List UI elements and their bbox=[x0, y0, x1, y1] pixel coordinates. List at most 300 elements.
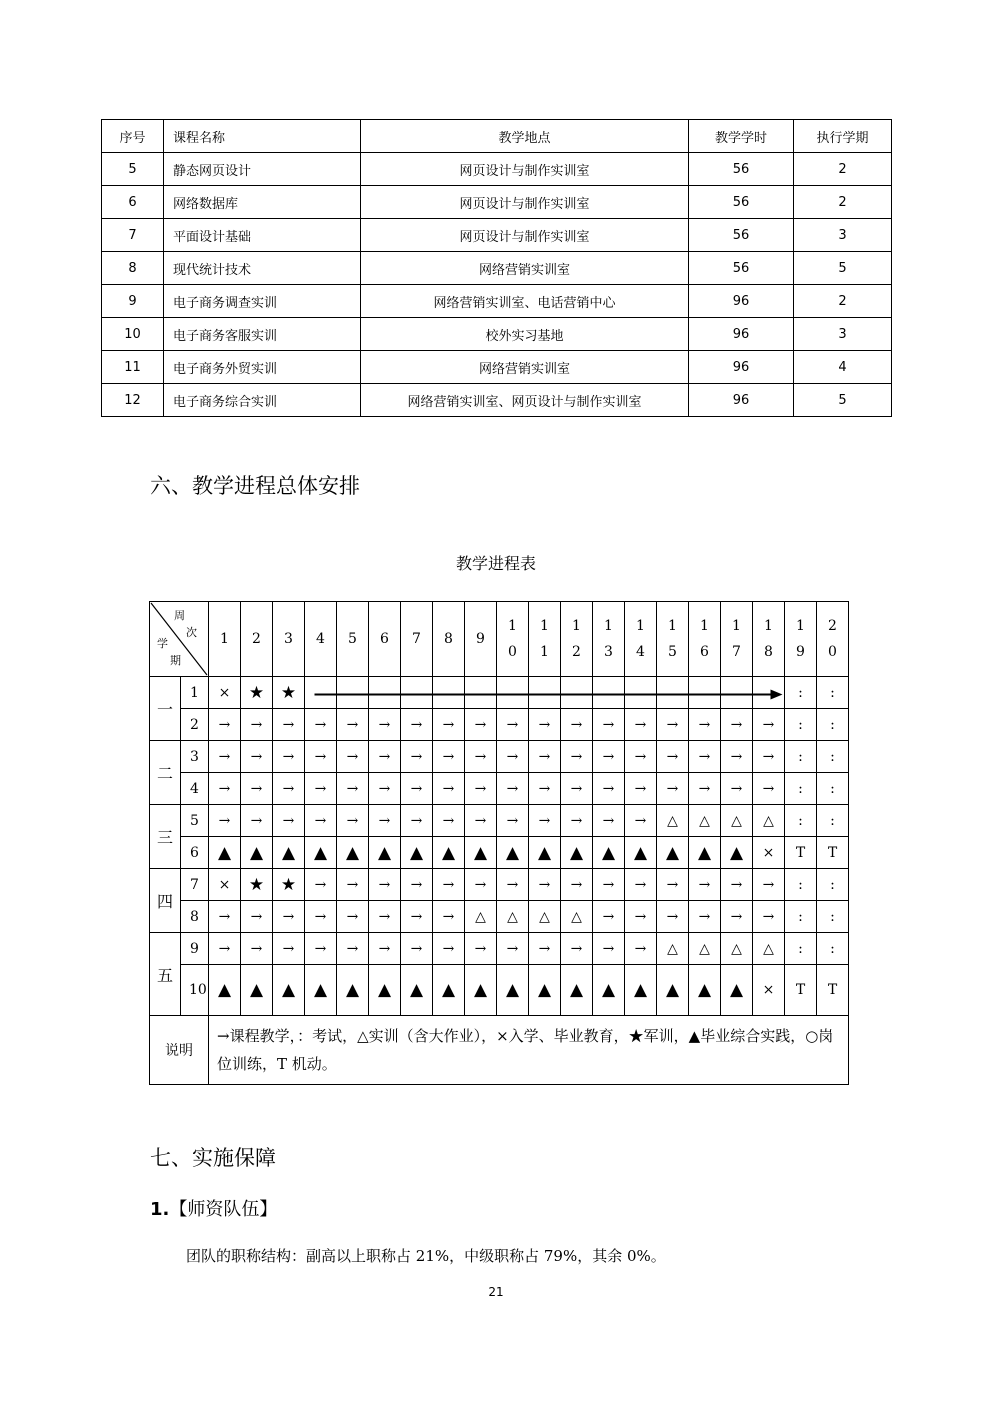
schedule-mark: → bbox=[401, 741, 433, 773]
schedule-mark: △ bbox=[689, 933, 721, 965]
schedule-mark: → bbox=[369, 741, 401, 773]
schedule-row bbox=[150, 805, 849, 837]
schedule-mark: → bbox=[497, 709, 529, 741]
schedule-mark: → bbox=[337, 741, 369, 773]
course-name: 平面设计基础 bbox=[164, 219, 361, 252]
week-header-digit: 6 bbox=[380, 631, 389, 647]
schedule-mark: ▲ bbox=[433, 965, 465, 1016]
course-name: 静态网页设计 bbox=[164, 153, 361, 186]
schedule-mark: ▲ bbox=[561, 965, 593, 1016]
schedule-mark: → bbox=[273, 709, 305, 741]
schedule-row bbox=[150, 965, 849, 1016]
corner-sem-1: 学 bbox=[157, 637, 168, 650]
schedule-mark bbox=[465, 677, 497, 709]
week-header bbox=[657, 602, 689, 677]
week-header-digit: 2 bbox=[572, 644, 581, 660]
course-semester: 3 bbox=[794, 318, 892, 351]
schedule-mark: → bbox=[209, 933, 241, 965]
schedule-mark: → bbox=[433, 773, 465, 805]
schedule-mark: → bbox=[593, 709, 625, 741]
course-no: 5 bbox=[102, 153, 164, 186]
week-header bbox=[817, 602, 849, 677]
schedule-mark: → bbox=[721, 741, 753, 773]
schedule-corner-cell bbox=[150, 602, 209, 677]
schedule-mark: → bbox=[593, 901, 625, 933]
schedule-mark: → bbox=[465, 805, 497, 837]
course-name: 电子商务调查实训 bbox=[164, 285, 361, 318]
schedule-mark: → bbox=[689, 741, 721, 773]
schedule-row bbox=[150, 741, 849, 773]
course-row bbox=[102, 285, 892, 318]
schedule-mark: ▲ bbox=[593, 837, 625, 869]
schedule-header-row bbox=[150, 602, 849, 677]
schedule-mark: ▲ bbox=[465, 837, 497, 869]
schedule-mark: → bbox=[497, 741, 529, 773]
schedule-mark: ▲ bbox=[241, 837, 273, 869]
week-header-digit: 1 bbox=[540, 618, 549, 634]
schedule-mark: → bbox=[241, 933, 273, 965]
schedule-mark: → bbox=[209, 709, 241, 741]
schedule-mark: → bbox=[337, 933, 369, 965]
semester-label: 10 bbox=[181, 965, 209, 1016]
corner-diagonal bbox=[150, 602, 208, 676]
corner-week-2: 次 bbox=[186, 626, 197, 639]
schedule-mark: ▲ bbox=[593, 965, 625, 1016]
schedule-mark: : bbox=[817, 901, 849, 933]
week-header-digit: 8 bbox=[444, 631, 453, 647]
schedule-mark: → bbox=[625, 709, 657, 741]
schedule-mark: → bbox=[497, 805, 529, 837]
semester-label: 6 bbox=[181, 837, 209, 869]
course-no: 11 bbox=[102, 351, 164, 384]
schedule-mark: → bbox=[689, 869, 721, 901]
schedule-mark: ★ bbox=[273, 677, 305, 709]
schedule-mark: → bbox=[369, 901, 401, 933]
schedule-mark: → bbox=[721, 901, 753, 933]
course-no: 8 bbox=[102, 252, 164, 285]
schedule-mark: ▲ bbox=[209, 965, 241, 1016]
course-location: 网页设计与制作实训室 bbox=[361, 219, 689, 252]
schedule-mark: ▲ bbox=[433, 837, 465, 869]
schedule-mark: → bbox=[721, 709, 753, 741]
semester-label: 5 bbox=[181, 805, 209, 837]
schedule-mark: ▲ bbox=[625, 837, 657, 869]
schedule-mark: → bbox=[273, 933, 305, 965]
course-hours: 96 bbox=[689, 318, 794, 351]
schedule-mark bbox=[753, 677, 785, 709]
semester-label: 2 bbox=[181, 709, 209, 741]
schedule-mark: → bbox=[337, 773, 369, 805]
course-location: 网络营销实训室、网页设计与制作实训室 bbox=[361, 384, 689, 417]
schedule-caption: 教学进程表 bbox=[455, 554, 536, 573]
schedule-mark: : bbox=[785, 901, 817, 933]
week-header-digit: 3 bbox=[284, 631, 293, 647]
semester-label: 4 bbox=[181, 773, 209, 805]
week-header bbox=[625, 602, 657, 677]
schedule-mark bbox=[561, 677, 593, 709]
week-header-digit: 1 bbox=[764, 618, 773, 634]
schedule-mark: ▲ bbox=[369, 837, 401, 869]
schedule-mark: → bbox=[305, 869, 337, 901]
schedule-mark: → bbox=[529, 933, 561, 965]
schedule-mark: ▲ bbox=[657, 837, 689, 869]
schedule-mark: → bbox=[241, 805, 273, 837]
schedule-mark: ▲ bbox=[241, 965, 273, 1016]
schedule-mark: × bbox=[753, 837, 785, 869]
sub-heading-text: 【师资队伍】 bbox=[169, 1199, 278, 1220]
course-semester: 5 bbox=[794, 252, 892, 285]
notes-text: →课程教学，：考试，△实训（含大作业），×入学、毕业教育，★军训，▲毕业综合实践，○岗位训练，T 机动。 bbox=[209, 1016, 849, 1085]
course-row bbox=[102, 186, 892, 219]
schedule-mark: T bbox=[817, 965, 849, 1016]
schedule-mark: → bbox=[593, 933, 625, 965]
schedule-mark: → bbox=[241, 741, 273, 773]
schedule-mark: △ bbox=[721, 805, 753, 837]
schedule-mark: ▲ bbox=[721, 965, 753, 1016]
schedule-mark: T bbox=[817, 837, 849, 869]
schedule-row bbox=[150, 837, 849, 869]
schedule-mark: → bbox=[305, 741, 337, 773]
week-header-digit: 1 bbox=[732, 618, 741, 634]
schedule-mark bbox=[305, 677, 337, 709]
course-location: 网络营销实训室、电话营销中心 bbox=[361, 285, 689, 318]
schedule-mark: → bbox=[625, 933, 657, 965]
schedule-mark: ▲ bbox=[337, 837, 369, 869]
schedule-mark: → bbox=[529, 741, 561, 773]
schedule-mark: T bbox=[785, 965, 817, 1016]
header-semester: 执行学期 bbox=[794, 120, 892, 153]
schedule-mark: : bbox=[785, 933, 817, 965]
schedule-mark: → bbox=[625, 869, 657, 901]
schedule-mark: → bbox=[401, 901, 433, 933]
header-no: 序号 bbox=[102, 120, 164, 153]
schedule-mark: → bbox=[369, 933, 401, 965]
section-6-heading: 六、教学进程总体安排 bbox=[150, 474, 360, 498]
week-header-digit: 6 bbox=[700, 644, 709, 660]
schedule-mark: → bbox=[689, 901, 721, 933]
schedule-mark: → bbox=[401, 709, 433, 741]
schedule-mark: → bbox=[433, 869, 465, 901]
schedule-mark: ▲ bbox=[305, 837, 337, 869]
schedule-mark: → bbox=[241, 901, 273, 933]
course-row bbox=[102, 384, 892, 417]
schedule-mark: → bbox=[273, 805, 305, 837]
week-header-digit: 1 bbox=[636, 618, 645, 634]
schedule-mark: → bbox=[593, 869, 625, 901]
schedule-mark: × bbox=[209, 677, 241, 709]
schedule-mark: → bbox=[241, 773, 273, 805]
schedule-mark: → bbox=[657, 709, 689, 741]
course-no: 10 bbox=[102, 318, 164, 351]
schedule-mark: → bbox=[497, 933, 529, 965]
schedule-row bbox=[150, 773, 849, 805]
header-course-name: 课程名称 bbox=[164, 120, 361, 153]
course-hours: 96 bbox=[689, 384, 794, 417]
schedule-mark: : bbox=[785, 677, 817, 709]
year-label: 二 bbox=[150, 741, 181, 805]
course-name: 电子商务客服实训 bbox=[164, 318, 361, 351]
schedule-mark: → bbox=[593, 741, 625, 773]
schedule-mark: → bbox=[689, 773, 721, 805]
schedule-mark: : bbox=[785, 869, 817, 901]
week-header-digit: 1 bbox=[572, 618, 581, 634]
course-hours: 56 bbox=[689, 186, 794, 219]
schedule-mark: → bbox=[369, 869, 401, 901]
schedule-mark: : bbox=[817, 709, 849, 741]
course-semester: 3 bbox=[794, 219, 892, 252]
schedule-mark: → bbox=[721, 773, 753, 805]
schedule-mark: ▲ bbox=[721, 837, 753, 869]
schedule-mark: → bbox=[529, 869, 561, 901]
semester-label: 9 bbox=[181, 933, 209, 965]
week-header-digit: 2 bbox=[828, 618, 837, 634]
schedule-mark: △ bbox=[497, 901, 529, 933]
schedule-mark: → bbox=[561, 869, 593, 901]
schedule-mark: : bbox=[785, 805, 817, 837]
schedule-mark: → bbox=[753, 709, 785, 741]
schedule-mark: ▲ bbox=[497, 965, 529, 1016]
schedule-mark: △ bbox=[561, 901, 593, 933]
schedule-mark: ▲ bbox=[561, 837, 593, 869]
schedule-mark: → bbox=[337, 805, 369, 837]
schedule-mark: → bbox=[625, 901, 657, 933]
course-name: 现代统计技术 bbox=[164, 252, 361, 285]
schedule-row bbox=[150, 709, 849, 741]
schedule-mark: → bbox=[305, 805, 337, 837]
schedule-mark: → bbox=[369, 709, 401, 741]
schedule-mark: → bbox=[305, 901, 337, 933]
schedule-mark: → bbox=[433, 741, 465, 773]
week-header bbox=[497, 602, 529, 677]
week-header-digit: 9 bbox=[476, 631, 485, 647]
course-semester: 4 bbox=[794, 351, 892, 384]
schedule-mark: → bbox=[753, 741, 785, 773]
schedule-mark bbox=[689, 677, 721, 709]
course-hours: 96 bbox=[689, 351, 794, 384]
schedule-mark: ▲ bbox=[689, 837, 721, 869]
week-header bbox=[465, 602, 497, 677]
schedule-mark: → bbox=[433, 709, 465, 741]
schedule-mark: → bbox=[401, 933, 433, 965]
page-number: 21 bbox=[488, 1285, 504, 1299]
week-header bbox=[273, 602, 305, 677]
week-header bbox=[401, 602, 433, 677]
semester-label: 7 bbox=[181, 869, 209, 901]
week-header bbox=[433, 602, 465, 677]
schedule-mark: → bbox=[209, 773, 241, 805]
schedule-mark: → bbox=[593, 773, 625, 805]
schedule-mark: ★ bbox=[273, 869, 305, 901]
week-header-digit: 1 bbox=[700, 618, 709, 634]
schedule-mark: → bbox=[721, 869, 753, 901]
schedule-mark: : bbox=[817, 741, 849, 773]
schedule-mark: → bbox=[529, 773, 561, 805]
semester-label: 1 bbox=[181, 677, 209, 709]
schedule-mark: → bbox=[209, 741, 241, 773]
course-semester: 2 bbox=[794, 186, 892, 219]
course-location: 网络营销实训室 bbox=[361, 351, 689, 384]
schedule-mark: → bbox=[625, 741, 657, 773]
week-header-digit: 1 bbox=[604, 618, 613, 634]
week-header-digit: 3 bbox=[604, 644, 613, 660]
schedule-mark: → bbox=[593, 805, 625, 837]
schedule-mark: → bbox=[465, 709, 497, 741]
schedule-mark: ▲ bbox=[209, 837, 241, 869]
schedule-table bbox=[149, 601, 849, 1085]
week-header bbox=[305, 602, 337, 677]
course-hours: 96 bbox=[689, 285, 794, 318]
schedule-mark: → bbox=[337, 709, 369, 741]
schedule-mark: ▲ bbox=[529, 837, 561, 869]
schedule-mark: △ bbox=[753, 933, 785, 965]
schedule-notes-row bbox=[150, 1016, 849, 1085]
schedule-mark: → bbox=[625, 773, 657, 805]
notes-label: 说明 bbox=[150, 1016, 209, 1085]
course-semester: 2 bbox=[794, 285, 892, 318]
section-7-heading: 七、实施保障 bbox=[150, 1146, 276, 1170]
week-header-digit: 5 bbox=[668, 644, 677, 660]
week-header-digit: 7 bbox=[732, 644, 741, 660]
schedule-mark: → bbox=[401, 805, 433, 837]
schedule-mark: → bbox=[337, 901, 369, 933]
week-header-digit: 7 bbox=[412, 631, 421, 647]
schedule-mark: → bbox=[337, 869, 369, 901]
schedule-mark: ▲ bbox=[273, 965, 305, 1016]
schedule-mark: → bbox=[753, 901, 785, 933]
week-header-digit: 1 bbox=[796, 618, 805, 634]
header-hours: 教学学时 bbox=[689, 120, 794, 153]
course-name: 电子商务外贸实训 bbox=[164, 351, 361, 384]
schedule-mark bbox=[401, 677, 433, 709]
schedule-mark: → bbox=[561, 741, 593, 773]
schedule-mark: → bbox=[209, 805, 241, 837]
course-row bbox=[102, 318, 892, 351]
week-header bbox=[753, 602, 785, 677]
schedule-mark: ▲ bbox=[657, 965, 689, 1016]
course-no: 6 bbox=[102, 186, 164, 219]
week-header-digit: 1 bbox=[540, 644, 549, 660]
course-location: 网页设计与制作实训室 bbox=[361, 186, 689, 219]
schedule-mark: → bbox=[689, 709, 721, 741]
schedule-mark: : bbox=[785, 709, 817, 741]
schedule-mark: △ bbox=[657, 933, 689, 965]
faculty-paragraph: 团队的职称结构：副高以上职称占 21%，中级职称占 79%，其余 0%。 bbox=[186, 1247, 666, 1265]
week-header bbox=[561, 602, 593, 677]
week-header-digit: 9 bbox=[796, 644, 805, 660]
schedule-mark: → bbox=[305, 709, 337, 741]
course-table-header-row bbox=[102, 120, 892, 153]
week-header-digit: 1 bbox=[668, 618, 677, 634]
week-header-digit: 1 bbox=[508, 618, 517, 634]
schedule-mark: → bbox=[465, 933, 497, 965]
course-location: 校外实习基地 bbox=[361, 318, 689, 351]
schedule-mark: → bbox=[561, 805, 593, 837]
schedule-mark: → bbox=[753, 773, 785, 805]
schedule-mark: → bbox=[369, 773, 401, 805]
schedule-mark: △ bbox=[529, 901, 561, 933]
schedule-mark: → bbox=[497, 869, 529, 901]
schedule-row bbox=[150, 869, 849, 901]
schedule-mark: : bbox=[817, 933, 849, 965]
schedule-mark: → bbox=[529, 805, 561, 837]
week-header bbox=[529, 602, 561, 677]
schedule-mark: ★ bbox=[241, 677, 273, 709]
week-header bbox=[369, 602, 401, 677]
schedule-mark: ▲ bbox=[529, 965, 561, 1016]
schedule-mark: → bbox=[305, 933, 337, 965]
schedule-mark: × bbox=[753, 965, 785, 1016]
week-header bbox=[241, 602, 273, 677]
schedule-mark: → bbox=[209, 901, 241, 933]
course-semester: 2 bbox=[794, 153, 892, 186]
schedule-mark: → bbox=[401, 869, 433, 901]
course-row bbox=[102, 153, 892, 186]
year-label: 三 bbox=[150, 805, 181, 869]
schedule-mark bbox=[529, 677, 561, 709]
course-row bbox=[102, 219, 892, 252]
schedule-mark: → bbox=[657, 773, 689, 805]
schedule-mark: : bbox=[817, 773, 849, 805]
schedule-mark: ▲ bbox=[305, 965, 337, 1016]
corner-week-1: 周 bbox=[174, 609, 185, 622]
schedule-mark: → bbox=[529, 709, 561, 741]
schedule-mark: → bbox=[433, 933, 465, 965]
schedule-mark: → bbox=[657, 869, 689, 901]
schedule-mark bbox=[593, 677, 625, 709]
course-location: 网络营销实训室 bbox=[361, 252, 689, 285]
week-header-digit: 4 bbox=[316, 631, 325, 647]
week-header-digit: 8 bbox=[764, 644, 773, 660]
schedule-mark: △ bbox=[721, 933, 753, 965]
schedule-mark: ▲ bbox=[337, 965, 369, 1016]
schedule-mark: ▲ bbox=[689, 965, 721, 1016]
week-header-digit: 0 bbox=[828, 644, 837, 660]
course-table bbox=[101, 119, 892, 417]
schedule-mark: → bbox=[273, 741, 305, 773]
week-header bbox=[209, 602, 241, 677]
schedule-mark bbox=[497, 677, 529, 709]
course-hours: 56 bbox=[689, 252, 794, 285]
schedule-mark: → bbox=[753, 869, 785, 901]
schedule-mark: : bbox=[817, 869, 849, 901]
schedule-mark: △ bbox=[689, 805, 721, 837]
course-hours: 56 bbox=[689, 219, 794, 252]
schedule-mark: → bbox=[273, 773, 305, 805]
schedule-mark bbox=[433, 677, 465, 709]
schedule-mark: : bbox=[817, 805, 849, 837]
week-header bbox=[337, 602, 369, 677]
week-header-digit: 2 bbox=[252, 631, 261, 647]
schedule-mark: → bbox=[401, 773, 433, 805]
week-header bbox=[721, 602, 753, 677]
schedule-mark: T bbox=[785, 837, 817, 869]
schedule-mark: → bbox=[433, 805, 465, 837]
week-header bbox=[689, 602, 721, 677]
week-header-digit: 0 bbox=[508, 644, 517, 660]
course-semester: 5 bbox=[794, 384, 892, 417]
course-name: 电子商务综合实训 bbox=[164, 384, 361, 417]
schedule-mark: : bbox=[817, 677, 849, 709]
schedule-mark: → bbox=[561, 933, 593, 965]
schedule-mark: → bbox=[561, 773, 593, 805]
course-hours: 56 bbox=[689, 153, 794, 186]
schedule-mark: △ bbox=[465, 901, 497, 933]
schedule-mark: ▲ bbox=[401, 965, 433, 1016]
schedule-mark: ▲ bbox=[497, 837, 529, 869]
week-header-digit: 5 bbox=[348, 631, 357, 647]
course-no: 12 bbox=[102, 384, 164, 417]
course-row bbox=[102, 252, 892, 285]
